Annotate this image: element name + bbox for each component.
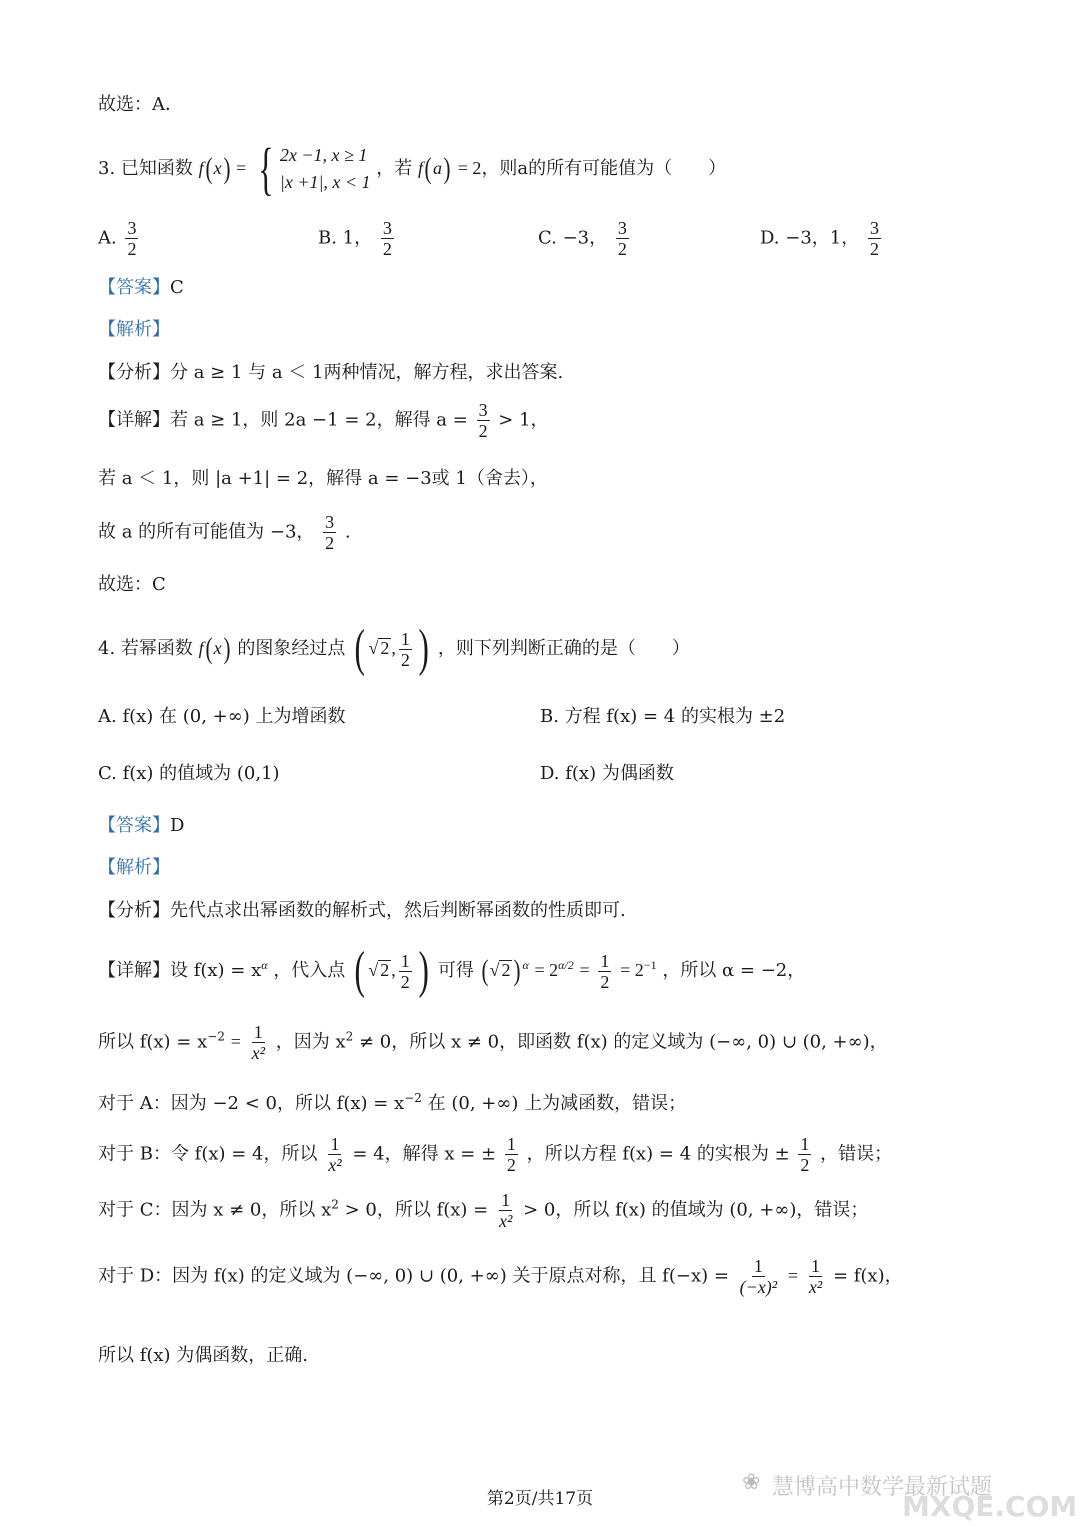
answer-3: 【答案】C xyxy=(98,277,184,298)
question-3: 3. 已知函数 f(x) = { 2x −1, x ≥ 1 |x +1|, x < 1 ，若 f(a) = 2，则a的所有可能值为（ ） xyxy=(98,136,727,201)
analysis-heading-3: 【解析】 xyxy=(98,319,170,340)
detail-4-option-a: 对于 A：因为 −2 < 0，所以 $f(x) = x^{-2}$ 在 (0, +∞) 上为减函数，错误； xyxy=(98,1091,687,1114)
analysis-heading-4: 【解析】 xyxy=(98,857,170,878)
detail-4-conclusion: 所以 f(x) 为偶函数，正确. xyxy=(98,1345,309,1366)
q3-option-a: A. $\frac{3}{2}$ xyxy=(98,218,137,259)
detail-4-option-b: 对于 B：令 f(x) = 4，所以 $\frac{1}{\text{x²}}$ = 4，解得 x = ± $\frac{1}{2}$ ，所以方程 f(x) = 4 的实根为 ± $\frac{1}{2}$ ，错误； xyxy=(98,1134,893,1175)
conclusion-q3: 故选：C xyxy=(98,574,166,595)
detail-3-line2: 若 a ＜ 1，则 |a +1| = 2，解得 a = −3或 1（舍去）， xyxy=(98,468,548,489)
detail-4-option-d: 对于 D：因为 f(x) 的定义域为 (−∞, 0) ∪ (0, +∞) 关于原点对称，且 f(−x) = $\frac{1}{\text{(−x)²}}$ = $\frac{1}{\text{x²}}$ = f(x)， xyxy=(98,1256,903,1297)
detail-3-line3: 故 a 的所有可能值为 −3， $\frac{3}{2}$ . xyxy=(98,512,351,553)
page-number: 第2页/共17页 xyxy=(486,1489,594,1509)
watermark: ❀ 慧博高中数学最新试题 MXQE.COM xyxy=(742,1470,1078,1523)
detail-3-line1: 【详解】若 a ≥ 1，则 2a −1 = 2，解得 a = $\frac{3}{2}$ > 1， xyxy=(98,400,549,441)
q3-option-c: C. −3， $\frac{3}{2}$ xyxy=(538,218,627,259)
detail-4-line1: 【详解】设 $f(x) = x^\alpha$ ，代入点 ( √ 2 , $\frac{1}{2}$ ) 可得 (√ 2 ) $^\alpha = 2^{\alpha/2}$ = $\frac{1}{2}$ = $2^{-1}$ ，所以 α = −2， xyxy=(98,942,806,999)
answer-4: 【答案】D xyxy=(98,815,185,836)
piecewise-cases: 2x −1, x ≥ 1 |x +1|, x < 1 xyxy=(279,145,371,192)
q4-option-b: B. 方程 f(x) = 4 的实根为 ±2 xyxy=(540,706,786,727)
q4-option-d: D. f(x) 为偶函数 xyxy=(540,763,674,784)
analysis-3: 【分析】分 a ≥ 1 与 a ＜ 1两种情况，解方程，求出答案. xyxy=(98,362,564,383)
q4-option-c: C. f(x) 的值域为 (0,1) xyxy=(98,763,280,784)
detail-4-line2: 所以 $f(x) = x^{-2}$ = $\frac{1}{\text{x²}}$ ，因为 $x^2 \ne 0$，所以 x ≠ 0，即函数 f(x) 的定义域为 (−∞, 0) ∪ (0, +∞)， xyxy=(98,1022,888,1063)
wechat-icon: ❀ xyxy=(742,1470,761,1495)
q4-option-a: A. f(x) 在 (0, +∞) 上为增函数 xyxy=(98,706,346,727)
q3-prefix: 3. 已知函数 xyxy=(98,158,193,179)
detail-4-option-c: 对于 C：因为 x ≠ 0，所以 $x^2 > 0$，所以 f(x) = $\frac{1}{\text{x²}}$ > 0，所以 f(x) 的值域为 (0, +∞)，错误； xyxy=(98,1190,869,1231)
question-4: 4. 若幂函数 f(x) 的图象经过点 ( √ 2 , $\frac{1}{2}$ ) ，则下列判断正确的是（ ） xyxy=(98,620,690,677)
analysis-4: 【分析】先代点求出幂函数的解析式，然后判断幂函数的性质即可. xyxy=(98,900,626,921)
q3-option-d: D. −3，1， $\frac{3}{2}$ xyxy=(760,218,879,259)
q3-option-b: B. 1， $\frac{3}{2}$ xyxy=(318,218,392,259)
conclusion-q2: 故选：A． xyxy=(98,94,183,115)
brace-icon: { xyxy=(258,136,274,201)
